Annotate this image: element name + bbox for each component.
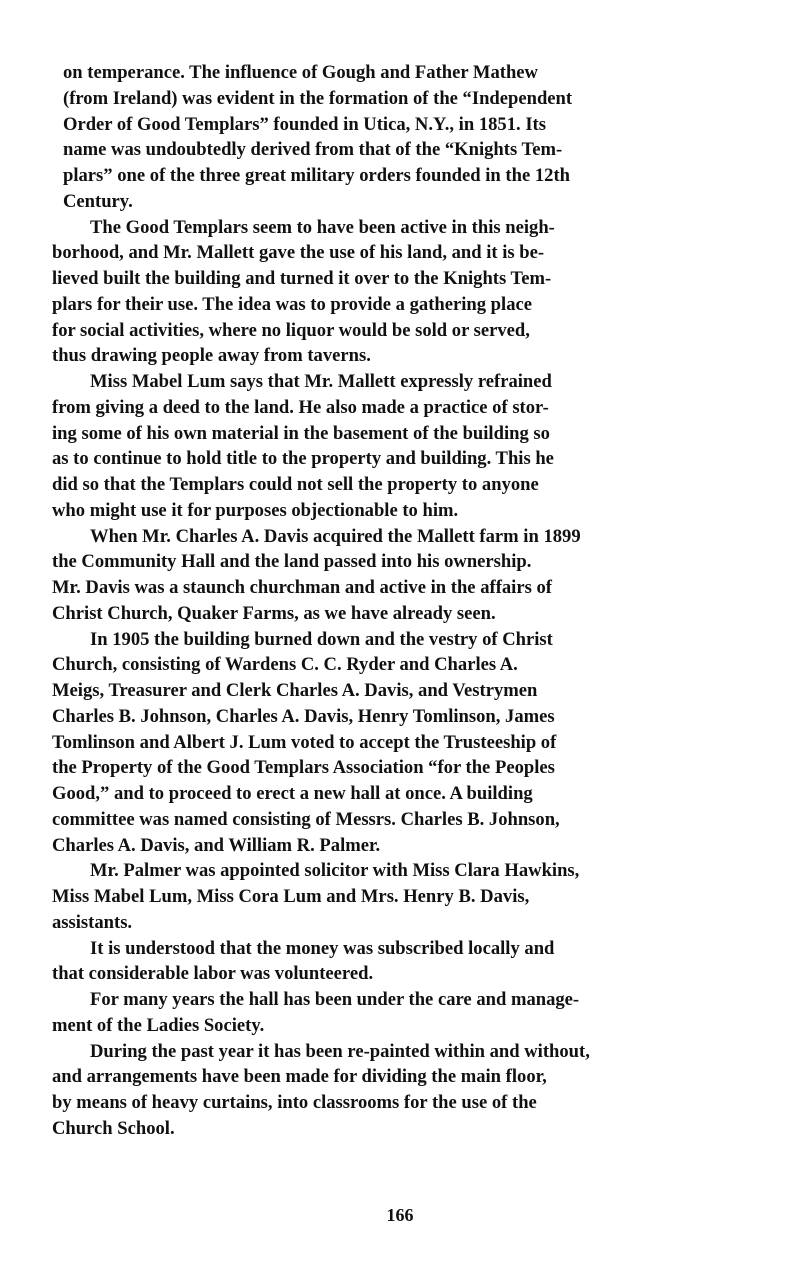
text-line: Charles A. Davis, and William R. Palmer. — [52, 834, 381, 856]
text-line: The Good Templars seem to have been active in this neigh- — [90, 216, 555, 238]
text-line: plars for their use. The idea was to provide a gathering place — [52, 293, 532, 315]
text-line: lieved built the building and turned it over to the Knights Tem- — [52, 268, 552, 289]
text-line: Order of Good Templars” founded in Utica, N.Y., in 1851. Its — [63, 113, 546, 135]
text-line: Charles B. Johnson, Charles A. Davis, Henry Tomlinson, James — [52, 705, 555, 727]
text-line: Century. — [63, 190, 133, 212]
text-line: did so that the Templars could not sell the property to anyone — [52, 474, 539, 495]
text-line: thus drawing people away from taverns. — [52, 345, 371, 367]
paragraph-money-subscribed — [52, 936, 764, 988]
paragraph-palmer-solicitor — [52, 858, 764, 935]
text-line: For many years the hall has been under the care and manage- — [90, 989, 580, 1010]
text-line: plars” one of the three great military orders founded in the 12th — [63, 165, 570, 186]
text-line: Meigs, Treasurer and Clerk Charles A. Davis, and Vestrymen — [52, 680, 538, 701]
paragraph-temperance — [52, 60, 764, 215]
text-line: from giving a deed to the land. He also made a practice of stor- — [52, 396, 549, 418]
text-line: During the past year it has been re-painted within and without, — [90, 1040, 590, 1062]
text-line: In 1905 the building burned down and the vestry of Christ — [90, 628, 553, 650]
page-number: 166 — [386, 1205, 414, 1225]
text-line: Church, consisting of Wardens C. C. Ryder and Charles A. — [52, 654, 518, 676]
paragraph-good-templars — [52, 215, 764, 370]
text-line: and arrangements have been made for dividing the main floor, — [52, 1066, 547, 1088]
text-line: on temperance. The influence of Gough and Father Mathew — [63, 62, 538, 83]
body-text — [52, 60, 764, 1142]
text-line: as to continue to hold title to the property and building. This he — [52, 448, 554, 470]
paragraph-repainted — [52, 1039, 764, 1142]
text-line: (from Ireland) was evident in the formation of the “Independent — [63, 87, 573, 109]
text-line: the Community Hall and the land passed into his ownership. — [52, 551, 532, 573]
text-line: assistants. — [52, 911, 133, 933]
text-line: name was undoubtedly derived from that of the “Knights Tem- — [63, 139, 563, 161]
text-line: by means of heavy curtains, into classrooms for the use of the — [52, 1092, 537, 1113]
text-line: that considerable labor was volunteered. — [52, 963, 374, 985]
text-line: Miss Mabel Lum, Miss Cora Lum and Mrs. Henry B. Davis, — [52, 886, 530, 907]
text-line: who might use it for purposes objectionable to him. — [52, 499, 459, 521]
paragraph-ladies-society — [52, 987, 764, 1039]
paragraph-1905-fire — [52, 627, 764, 859]
text-line: for social activities, where no liquor would be sold or served, — [52, 319, 530, 341]
text-line: When Mr. Charles A. Davis acquired the Mallett farm in 1899 — [90, 525, 581, 547]
text-line: borhood, and Mr. Mallett gave the use of his land, and it is be- — [52, 242, 545, 264]
text-line: Miss Mabel Lum says that Mr. Mallett expressly refrained — [90, 371, 552, 392]
text-line: Mr. Palmer was appointed solicitor with Miss Clara Hawkins, — [90, 860, 580, 882]
text-line: ment of the Ladies Society. — [52, 1014, 265, 1036]
text-line: Church School. — [52, 1117, 175, 1139]
paragraph-mabel-lum — [52, 369, 764, 524]
text-line: Christ Church, Quaker Farms, as we have already seen. — [52, 602, 496, 624]
text-line: committee was named consisting of Messrs. Charles B. Johnson, — [52, 808, 560, 830]
text-line: It is understood that the money was subscribed locally and — [90, 937, 555, 959]
text-line: the Property of the Good Templars Association “for the Peoples — [52, 757, 555, 779]
text-line: ing some of his own material in the basement of the building so — [52, 422, 550, 444]
text-line: Tomlinson and Albert J. Lum voted to accept the Trusteeship of — [52, 731, 557, 753]
paragraph-davis-farm — [52, 524, 764, 627]
text-line: Mr. Davis was a staunch churchman and active in the affairs of — [52, 577, 552, 598]
text-line: Good,” and to proceed to erect a new hall at once. A building — [52, 783, 533, 804]
